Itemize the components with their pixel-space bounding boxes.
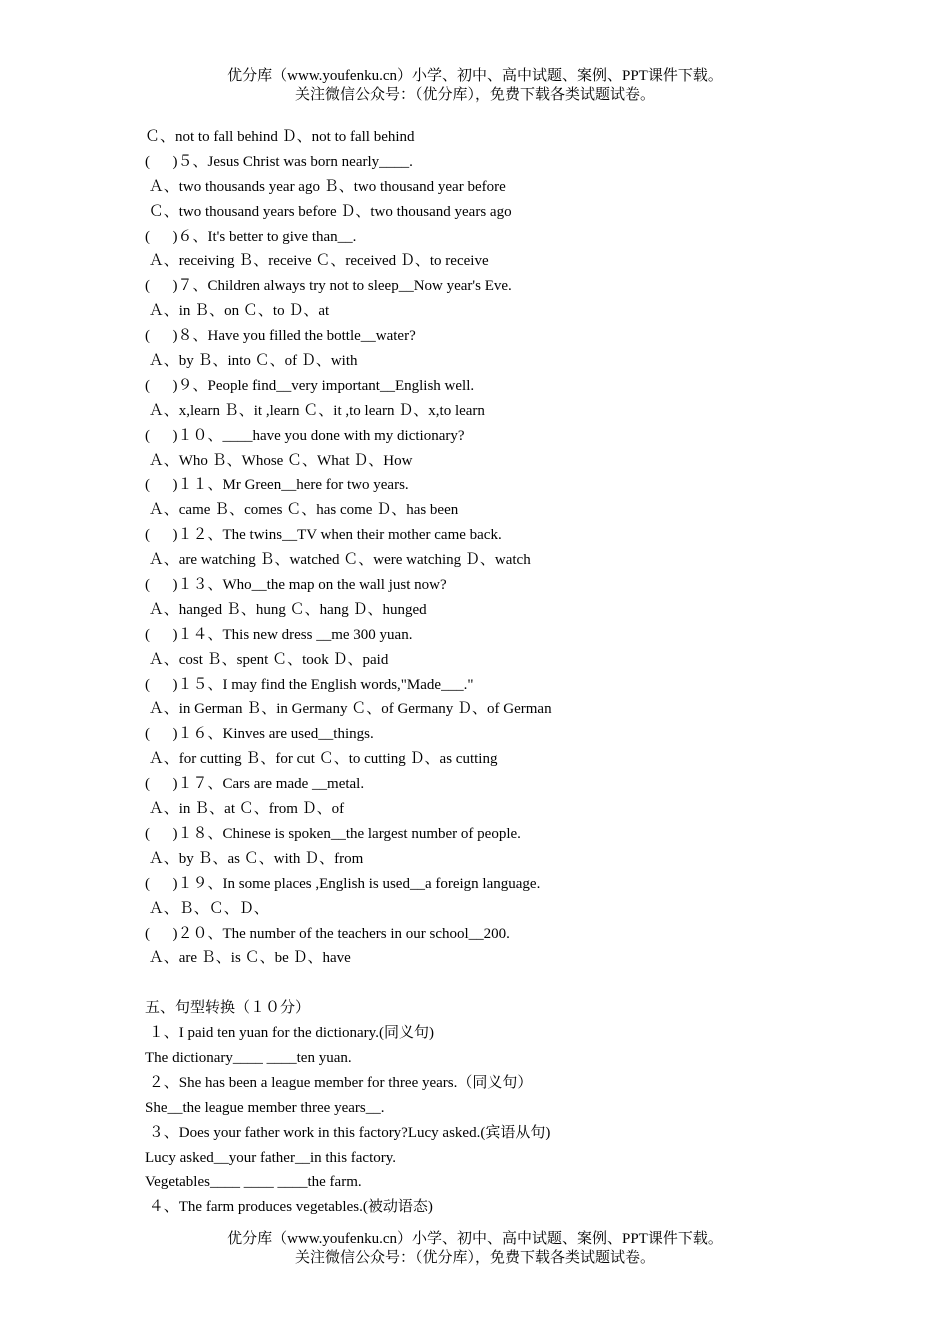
text-line: The dictionary____ ____ten yuan. (145, 1049, 352, 1066)
text-line: ( )１１、Mr Green__here for two years. (145, 477, 409, 494)
text-line: ( )２０、The number of the teachers in our school__200. (145, 925, 510, 942)
text-line: Ａ、Ｂ、Ｃ、Ｄ、 (145, 900, 269, 917)
blank-line (145, 971, 865, 996)
text-line: ３、Does your father work in this factory?Lucy asked.(宾语从句) (145, 1124, 551, 1141)
text-line: ( )８、Have you filled the bottle__water? (145, 328, 416, 345)
text-line: Ａ、in Ｂ、at Ｃ、from Ｄ、of (145, 801, 345, 818)
text-line: ( )７、Children always try not to sleep__Now year's Eve. (145, 278, 512, 295)
text-line: Ａ、x,learn Ｂ、it ,learn Ｃ、it ,to learn Ｄ、x,to learn (145, 402, 485, 419)
text-line: ( )１２、The twins__TV when their mother came back. (145, 527, 502, 544)
header-line-1: 优分库（www.youfenku.cn）小学、初中、高中试题、案例、PPT课件下载。 (227, 68, 723, 84)
text-line: Ａ、in German Ｂ、in Germany Ｃ、of Germany Ｄ、of German (145, 701, 552, 718)
footer-line-1: 优分库（www.youfenku.cn）小学、初中、高中试题、案例、PPT课件下载。 (227, 1231, 723, 1247)
text-line: ( )９、People find__very important__English well. (145, 377, 475, 394)
document-body (145, 125, 865, 1220)
text-line: ( )６、It's better to give than__. (145, 228, 357, 245)
text-line: Ａ、by Ｂ、as Ｃ、with Ｄ、from (145, 850, 364, 867)
text-line: ４、The farm produces vegetables.(被动语态) (145, 1199, 433, 1216)
text-line: Ｃ、two thousand years before Ｄ、two thousand years ago (145, 203, 512, 220)
text-line: ( )１８、Chinese is spoken__the largest number of people. (145, 825, 521, 842)
text-line: Ａ、hanged Ｂ、hung Ｃ、hang Ｄ、hunged (145, 601, 427, 618)
text-line: ( )１７、Cars are made __metal. (145, 776, 365, 793)
text-line: ２、She has been a league member for three years.（同义句） (145, 1074, 533, 1091)
text-line: She__the league member three years__. (145, 1099, 385, 1116)
page-footer (0, 1230, 950, 1268)
text-line: Ａ、by Ｂ、into Ｃ、of Ｄ、with (145, 353, 358, 370)
text-line: ( )１３、Who__the map on the wall just now? (145, 577, 447, 594)
text-line: Ａ、in Ｂ、on Ｃ、to Ｄ、at (145, 303, 330, 320)
text-line: Ｃ、not to fall behind Ｄ、not to fall behind (145, 129, 415, 145)
text-line: ( )１５、I may find the English words,"Made___." (145, 676, 474, 693)
text-line: Ａ、for cutting Ｂ、for cut Ｃ、to cutting Ｄ、as cutting (145, 751, 498, 768)
text-line: Ａ、two thousands year ago Ｂ、two thousand year before (145, 178, 506, 195)
text-line: Vegetables____ ____ ____the farm. (145, 1174, 362, 1191)
footer-line-2: 关注微信公众号：（优分库），免费下载各类试题试卷。 (294, 1250, 655, 1266)
text-line: 五、句型转换（１０分） (145, 1000, 311, 1017)
text-line: Ａ、are watching Ｂ、watched Ｃ、were watching Ｄ、watch (145, 552, 531, 569)
text-line: Ａ、Who Ｂ、Whose Ｃ、What Ｄ、How (145, 452, 413, 469)
text-line: Ａ、came Ｂ、comes Ｃ、has come Ｄ、has been (145, 502, 459, 519)
text-line: ( )１４、This new dress __me 300 yuan. (145, 626, 413, 643)
text-line: Lucy asked__your father__in this factory. (145, 1149, 397, 1166)
text-line: Ａ、cost Ｂ、spent Ｃ、took Ｄ、paid (145, 651, 389, 668)
text-line: ( )５、Jesus Christ was born nearly____. (145, 153, 413, 170)
text-line: Ａ、are Ｂ、is Ｃ、be Ｄ、have (145, 950, 351, 967)
text-line: ( )１０、____have you done with my dictionary? (145, 427, 465, 444)
text-line: １、I paid ten yuan for the dictionary.(同义句) (145, 1025, 434, 1042)
header-line-2: 关注微信公众号：（优分库），免费下载各类试题试卷。 (294, 87, 655, 103)
page-header (0, 67, 950, 105)
text-line: ( )１６、Kinves are used__things. (145, 726, 374, 743)
text-line: Ａ、receiving Ｂ、receive Ｃ、received Ｄ、to receive (145, 253, 489, 270)
text-line: ( )１９、In some places ,English is used__a foreign language. (145, 875, 541, 892)
